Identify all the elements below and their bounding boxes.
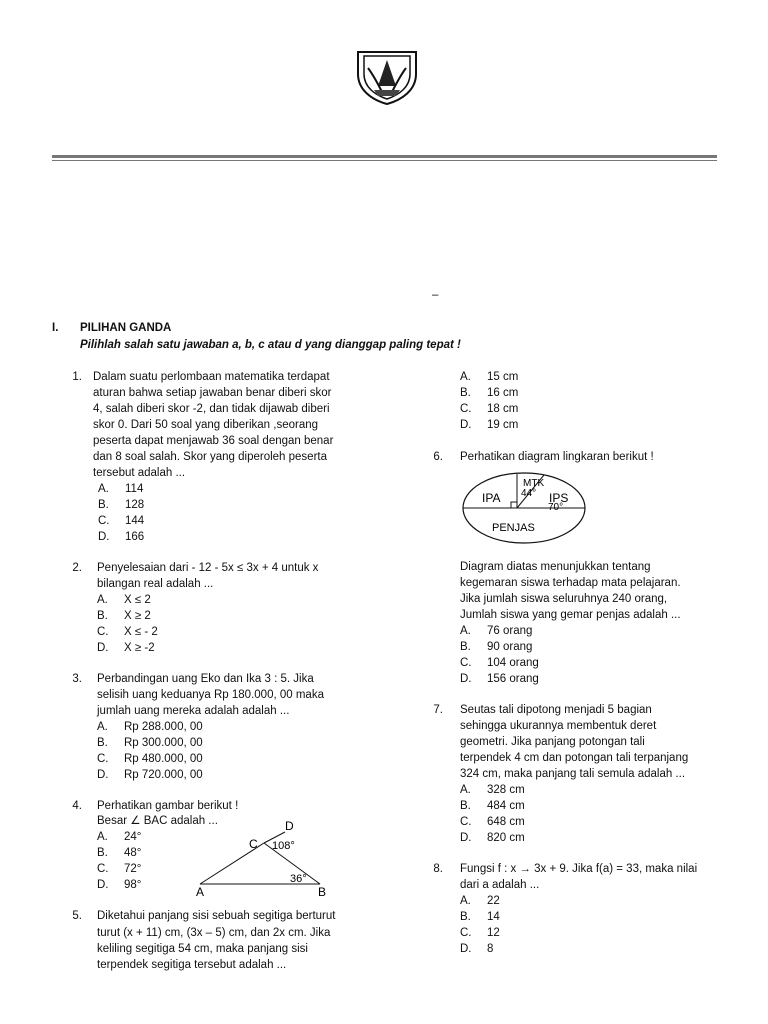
answer-option[interactable] bbox=[460, 401, 518, 417]
pie-angle-ips: 70° bbox=[548, 502, 564, 513]
option-text: 19 cm bbox=[487, 419, 519, 431]
answer-option[interactable] bbox=[97, 861, 141, 877]
option-letter: A. bbox=[97, 594, 108, 606]
question-text: tersebut adalah ... bbox=[93, 467, 186, 479]
answer-option[interactable] bbox=[98, 481, 143, 497]
question-text: kegemaran siswa terhadap mata pelajaran. bbox=[460, 577, 681, 589]
option-letter: B. bbox=[97, 610, 108, 622]
option-letter: B. bbox=[98, 499, 109, 511]
question-text: skor 0. Dari 50 soal yang diberikan ,seorang bbox=[93, 419, 319, 431]
angle-c-label: 108° bbox=[272, 840, 295, 852]
section-number: I. bbox=[52, 322, 59, 334]
option-text: 484 cm bbox=[487, 800, 525, 812]
answer-option[interactable] bbox=[97, 640, 155, 656]
option-text: X ≥ -2 bbox=[124, 642, 155, 654]
answer-option[interactable] bbox=[97, 877, 141, 893]
option-text: 8 bbox=[487, 943, 494, 955]
answer-option[interactable] bbox=[98, 497, 144, 513]
answer-option[interactable] bbox=[98, 513, 144, 529]
option-text: 104 orang bbox=[487, 657, 539, 669]
option-letter: C. bbox=[460, 927, 472, 939]
option-text: 98° bbox=[124, 879, 142, 891]
question-text: Fungsi f : x → 3x + 9. Jika f(a) = 33, maka nilai bbox=[460, 863, 698, 875]
question-text: keliling segitiga 54 cm, maka panjang sisi bbox=[97, 943, 308, 955]
pie-angle-mtk: 44° bbox=[521, 488, 537, 499]
option-letter: D. bbox=[98, 531, 110, 543]
option-letter: D. bbox=[460, 419, 472, 431]
option-text: Rp 288.000, 00 bbox=[124, 721, 203, 733]
question-text: jumlah uang mereka adalah adalah ... bbox=[97, 705, 290, 717]
option-letter: A. bbox=[460, 625, 471, 637]
question-text: Diagram diatas menunjukkan tentang bbox=[460, 561, 651, 573]
option-letter: C. bbox=[98, 515, 110, 527]
option-text: 48° bbox=[124, 847, 142, 859]
question-text: Besar ∠ BAC adalah ... bbox=[97, 815, 218, 827]
question-text: Dalam suatu perlombaan matematika terdapat bbox=[93, 371, 330, 383]
option-text: 24° bbox=[124, 831, 142, 843]
question-number: 3. bbox=[72, 673, 82, 685]
question-number: 4. bbox=[72, 800, 82, 812]
question-number: 2. bbox=[72, 562, 82, 574]
option-text: 648 cm bbox=[487, 816, 525, 828]
answer-option[interactable] bbox=[97, 829, 141, 845]
answer-option[interactable] bbox=[460, 925, 500, 941]
question-text: turut (x + 11) cm, (3x – 5) cm, dan 2x cm. Jika bbox=[97, 927, 331, 939]
answer-option[interactable] bbox=[97, 719, 203, 735]
question-number: 6. bbox=[433, 451, 443, 463]
section-title: PILIHAN GANDA bbox=[80, 322, 172, 334]
answer-option[interactable] bbox=[97, 624, 158, 640]
answer-option[interactable] bbox=[97, 735, 203, 751]
option-text: 144 bbox=[125, 515, 145, 527]
option-text: 114 bbox=[125, 483, 144, 495]
answer-option[interactable] bbox=[460, 782, 525, 798]
pie-label-penjas: PENJAS bbox=[492, 522, 535, 534]
option-letter: D. bbox=[460, 832, 472, 844]
option-letter: D. bbox=[460, 943, 472, 955]
question-text: selisih uang keduanya Rp 180.000, 00 maka bbox=[97, 689, 324, 701]
option-letter: A. bbox=[97, 721, 108, 733]
option-letter: B. bbox=[97, 737, 108, 749]
vertex-a-label: A bbox=[196, 885, 205, 899]
option-text: Rp 480.000, 00 bbox=[124, 753, 203, 765]
option-text: 820 cm bbox=[487, 832, 525, 844]
question-text: dari a adalah ... bbox=[460, 879, 540, 891]
vertex-c-label: C bbox=[249, 837, 258, 851]
pie-label-mtk: MTK bbox=[523, 478, 545, 489]
question-text: peserta dapat menjawab 36 soal dengan benar bbox=[93, 435, 334, 447]
angle-b-label: 36° bbox=[290, 873, 307, 885]
option-text: 14 bbox=[487, 911, 500, 923]
option-letter: A. bbox=[460, 895, 471, 907]
option-text: 22 bbox=[487, 895, 500, 907]
header-rule-thick bbox=[52, 155, 717, 158]
option-letter: C. bbox=[460, 816, 472, 828]
option-letter: A. bbox=[98, 483, 109, 495]
question-text: terpendek 4 cm dan potongan tali terpanjang bbox=[460, 752, 689, 764]
section-instruction: Pilihlah salah satu jawaban a, b, c atau d yang dianggap paling tepat ! bbox=[80, 339, 461, 351]
question-text: Jumlah siswa yang gemar penjas adalah ... bbox=[460, 609, 681, 621]
answer-option[interactable] bbox=[98, 529, 144, 545]
option-letter: D. bbox=[97, 642, 109, 654]
question-text: Penyelesaian dari - 12 - 5x ≤ 3x + 4 untuk x bbox=[97, 562, 319, 574]
option-text: 12 bbox=[487, 927, 500, 939]
answer-option[interactable] bbox=[97, 845, 141, 861]
answer-option[interactable] bbox=[460, 655, 539, 671]
option-text: Rp 720.000, 00 bbox=[124, 769, 203, 781]
answer-option[interactable] bbox=[460, 814, 525, 830]
question-text: Jika jumlah siswa seluruhnya 240 orang, bbox=[460, 593, 668, 605]
answer-option[interactable] bbox=[97, 767, 203, 783]
option-text: 72° bbox=[124, 863, 142, 875]
question-text: sehingga ukurannya membentuk deret bbox=[460, 720, 657, 732]
question-text: 324 cm, maka panjang tali semula adalah ... bbox=[460, 768, 686, 780]
question-number: 5. bbox=[72, 910, 82, 922]
pie-diagram bbox=[460, 470, 590, 546]
answer-option[interactable] bbox=[460, 671, 539, 687]
option-text: X ≤ 2 bbox=[124, 594, 151, 606]
option-text: 15 cm bbox=[487, 371, 519, 383]
question-text: aturan bahwa setiap jawaban benar diberi skor bbox=[93, 387, 332, 399]
option-letter: D. bbox=[97, 769, 109, 781]
question-text: 4, salah diberi skor -2, dan tidak dijawab diberi bbox=[93, 403, 330, 415]
question-text: Seutas tali dipotong menjadi 5 bagian bbox=[460, 704, 652, 716]
option-letter: A. bbox=[97, 831, 108, 843]
option-text: 156 orang bbox=[487, 673, 539, 685]
option-letter: C. bbox=[97, 626, 109, 638]
option-letter: C. bbox=[97, 753, 109, 765]
regional-emblem bbox=[352, 46, 422, 106]
question-text: Perhatikan diagram lingkaran berikut ! bbox=[460, 451, 654, 463]
option-text: 18 cm bbox=[487, 403, 519, 415]
option-text: 128 bbox=[125, 499, 145, 511]
answer-option[interactable] bbox=[97, 608, 151, 624]
question-text: Diketahui panjang sisi sebuah segitiga berturut bbox=[97, 910, 336, 922]
option-text: 328 cm bbox=[487, 784, 525, 796]
answer-option[interactable] bbox=[460, 623, 532, 639]
option-letter: B. bbox=[460, 800, 471, 812]
option-letter: C. bbox=[460, 657, 472, 669]
answer-option[interactable] bbox=[460, 830, 525, 846]
option-text: Rp 300.000, 00 bbox=[124, 737, 203, 749]
option-letter: C. bbox=[97, 863, 109, 875]
answer-option[interactable] bbox=[460, 798, 525, 814]
question-text: bilangan real adalah ... bbox=[97, 578, 214, 590]
option-letter: A. bbox=[460, 784, 471, 796]
answer-option[interactable] bbox=[460, 893, 500, 909]
option-letter: C. bbox=[460, 403, 472, 415]
option-letter: B. bbox=[460, 387, 471, 399]
option-text: 90 orang bbox=[487, 641, 533, 653]
pie-label-ipa: IPA bbox=[482, 491, 501, 505]
answer-option[interactable] bbox=[460, 417, 518, 433]
triangle-figure bbox=[190, 815, 340, 900]
vertex-b-label: B bbox=[318, 885, 327, 899]
question-text: dan 8 soal salah. Skor yang diperoleh peserta bbox=[93, 451, 327, 463]
question-number: 7. bbox=[433, 704, 443, 716]
vertex-d-label: D bbox=[285, 819, 294, 833]
option-letter: D. bbox=[97, 879, 109, 891]
question-text: Perbandingan uang Eko dan Ika 3 : 5. Jika bbox=[97, 673, 314, 685]
answer-option[interactable] bbox=[460, 385, 518, 401]
answer-option[interactable] bbox=[460, 369, 518, 385]
header-rule-thin bbox=[52, 160, 717, 161]
question-text: terpendek segitiga tersebut adalah ... bbox=[97, 959, 287, 971]
option-text: 76 orang bbox=[487, 625, 533, 637]
option-letter: D. bbox=[460, 673, 472, 685]
option-letter: B. bbox=[460, 911, 471, 923]
answer-option[interactable] bbox=[97, 751, 203, 767]
option-letter: B. bbox=[97, 847, 108, 859]
option-text: X ≥ 2 bbox=[124, 610, 151, 622]
answer-option[interactable] bbox=[460, 909, 500, 925]
answer-option[interactable] bbox=[97, 592, 151, 608]
option-text: 16 cm bbox=[487, 387, 519, 399]
header-dash: – bbox=[432, 289, 439, 301]
question-number: 1. bbox=[72, 371, 82, 383]
question-number: 8. bbox=[433, 863, 443, 875]
question-text: Perhatikan gambar berikut ! bbox=[97, 800, 239, 812]
question-text: geometri. Jika panjang potongan tali bbox=[460, 736, 645, 748]
pie-label-ips: IPS bbox=[549, 491, 569, 505]
answer-option[interactable] bbox=[460, 941, 493, 957]
option-text: X ≤ - 2 bbox=[124, 626, 158, 638]
answer-option[interactable] bbox=[460, 639, 532, 655]
option-letter: B. bbox=[460, 641, 471, 653]
option-text: 166 bbox=[125, 531, 145, 543]
option-letter: A. bbox=[460, 371, 471, 383]
